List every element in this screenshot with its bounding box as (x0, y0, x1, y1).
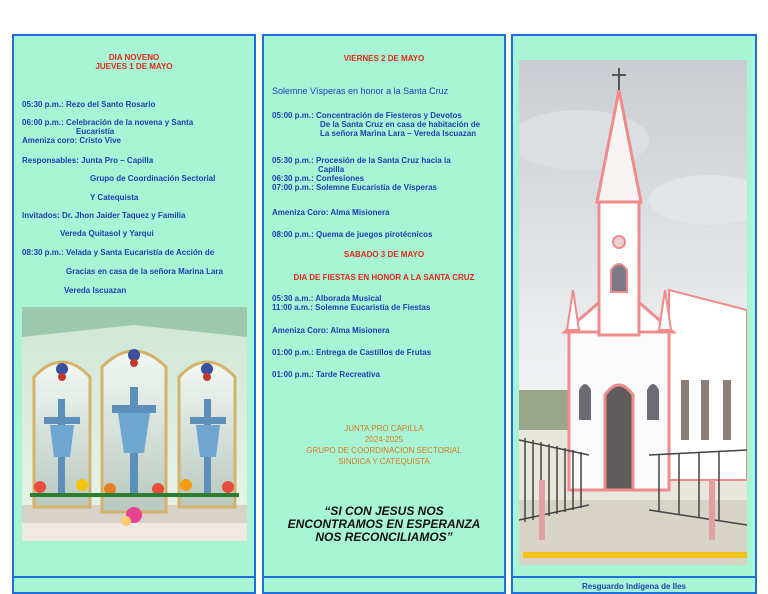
panel-footer-line (513, 576, 755, 578)
quote-line: NOS RECONCILIAMOS” (315, 530, 453, 544)
quote-line: ENCONTRAMOS EN ESPERANZA (287, 517, 481, 531)
schedule-line: 01:00 p.m.: Entrega de Castillos de Frutas (272, 348, 432, 357)
schedule-line: 05:30 p.m.: Procesión de la Santa Cruz hacia la (272, 156, 451, 165)
panel-middle (262, 34, 506, 594)
panel-footer-line (264, 576, 504, 578)
schedule-line: Ameniza Coro: Alma Misionera (272, 208, 390, 217)
schedule-line: Eucaristía (76, 127, 115, 136)
section-subtitle: Solemne Vísperas en honor a la Santa Cruz (272, 86, 449, 96)
schedule-line: 05:00 p.m.: Concentración de Fiesteros y Devotos (272, 111, 462, 120)
schedule-line: 05:30 p.m.: Rezo del Santo Rosario (22, 100, 156, 109)
schedule-line: Ameniza coro: Cristo Vive (22, 136, 121, 145)
section-heading: DIA DE FIESTAS EN HONOR A LA SANTA CRUZ (293, 273, 475, 282)
schedule-line: 06:00 p.m.: Celebración de la novena y Santa (22, 118, 194, 127)
day-heading: SABADO 3 DE MAYO (343, 250, 425, 259)
schedule-line: Y Catequista (90, 193, 139, 202)
schedule-line: Invitados: Dr. Jhon Jaider Taquez y Familia (22, 211, 186, 220)
organizer-line: 2024-2025 (364, 435, 404, 444)
schedule-line: 01:00 p.m.: Tarde Recreativa (272, 370, 380, 379)
schedule-line: Grupo de Coordinación Sectorial (90, 174, 216, 183)
schedule-line: 08:00 p.m.: Quema de juegos pirotécnicos (272, 230, 433, 239)
date-heading: JUEVES 1 DE MAYO (95, 62, 173, 71)
altar-photo (22, 307, 247, 541)
day-heading: VIERNES 2 DE MAYO (343, 54, 425, 63)
schedule-line: 06:30 p.m.: Confesiones (272, 174, 365, 183)
quote-line: “SI CON JESUS NOS (324, 504, 444, 518)
panel-right (511, 34, 757, 594)
schedule-line: De la Santa Cruz en casa de habitación de (320, 120, 481, 129)
schedule-line: Ameniza Coro: Alma Misionera (272, 326, 390, 335)
schedule-line: 07:00 p.m.: Solemne Eucaristía de Vísperas (272, 183, 437, 192)
schedule-line: 11:00 a.m.: Solemne Eucaristía de Fiestas (272, 303, 431, 312)
schedule-line: 08:30 p.m.: Velada y Santa Eucaristía de Acción de (22, 248, 215, 257)
schedule-line: Capilla (318, 165, 345, 174)
schedule-line: La señora Marina Lara – Vereda Iscuazan (320, 129, 477, 138)
panel-footer-line (14, 576, 254, 578)
schedule-line: Responsables: Junta Pro – Capilla (22, 156, 154, 165)
day-heading: DIA NOVENO (108, 53, 160, 62)
schedule-line: 05:30 a.m.: Alborada Musical (272, 294, 382, 303)
photo-caption: Resguardo Indígena de Iles (581, 582, 687, 591)
panel-left (12, 34, 256, 594)
schedule-line: Gracias en casa de la señora Marina Lara (66, 267, 223, 276)
chapel-photo (519, 60, 747, 565)
organizer-line: JUNTA PRO CAPILLA (344, 424, 424, 433)
organizer-line: GRUPO DE COORDINACION SECTORIAL (306, 446, 462, 455)
schedule-line: Vereda Iscuazan (64, 286, 127, 295)
schedule-line: Vereda Quitasol y Yarqui (60, 229, 154, 238)
organizer-line: SINDICA Y CATEQUISTA (338, 457, 430, 466)
